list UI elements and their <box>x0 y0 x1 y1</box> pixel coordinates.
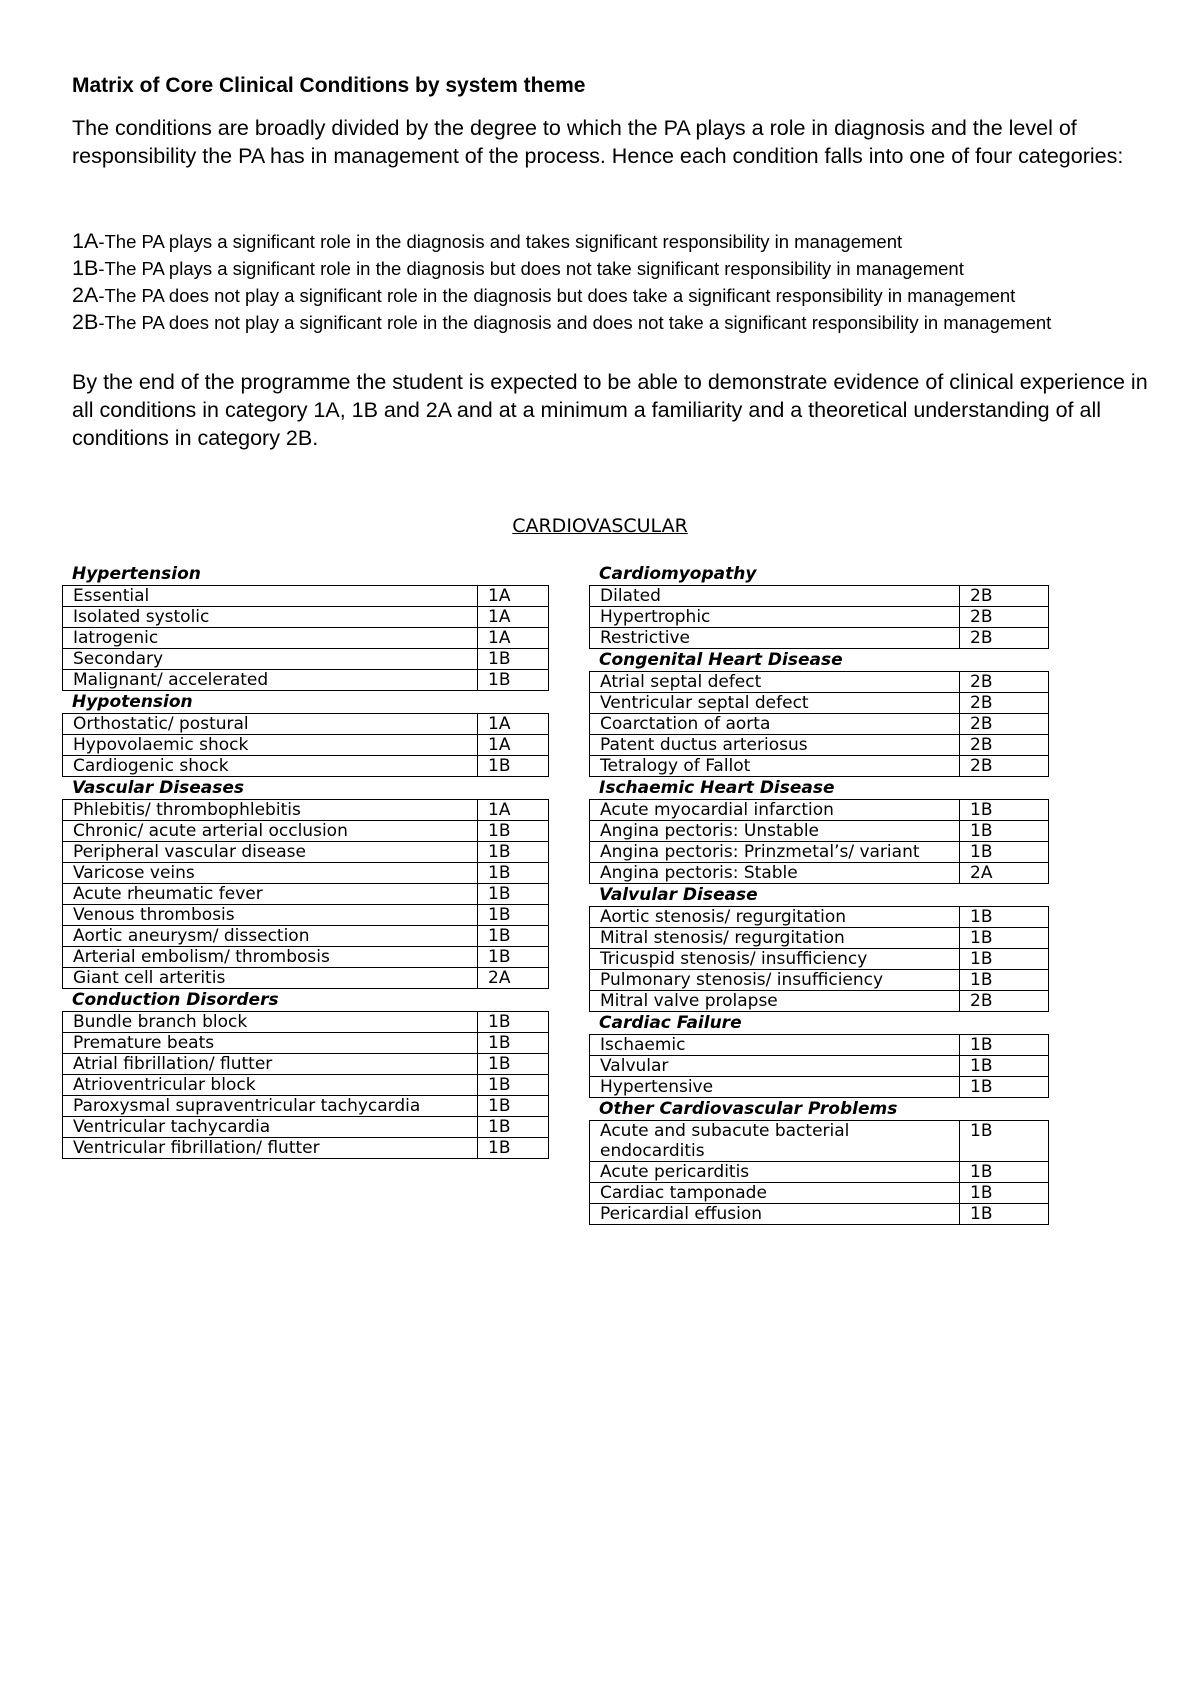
table-row <box>590 991 1049 1012</box>
condition-category: 1B <box>478 1012 549 1033</box>
condition-category: 1B <box>960 1204 1049 1225</box>
table-row <box>63 1054 549 1075</box>
condition-category: 1B <box>960 1056 1049 1077</box>
conditions-table <box>589 906 1049 1012</box>
condition-category: 1A <box>478 714 549 735</box>
condition-name: Restrictive <box>590 628 960 649</box>
condition-category: 2A <box>960 863 1049 884</box>
condition-category: 1A <box>478 800 549 821</box>
table-row <box>590 714 1049 735</box>
table-row <box>590 672 1049 693</box>
category-list <box>72 228 1182 336</box>
table-row <box>590 1035 1049 1056</box>
table-row <box>590 907 1049 928</box>
table-row <box>590 949 1049 970</box>
condition-name: Atrioventricular block <box>63 1075 478 1096</box>
condition-name: Mitral valve prolapse <box>590 991 960 1012</box>
condition-category: 1B <box>960 1035 1049 1056</box>
table-row <box>590 586 1049 607</box>
document-title: Matrix of Core Clinical Conditions by system theme <box>72 74 586 97</box>
table-row <box>590 1162 1049 1183</box>
conditions-table <box>589 1120 1049 1225</box>
condition-name: Tetralogy of Fallot <box>590 756 960 777</box>
condition-name: Atrial septal defect <box>590 672 960 693</box>
condition-name: Chronic/ acute arterial occlusion <box>63 821 478 842</box>
condition-name: Acute and subacute bacterial endocarditis <box>590 1121 960 1162</box>
table-row <box>590 1077 1049 1098</box>
table-row <box>590 928 1049 949</box>
conditions-table <box>589 585 1049 649</box>
condition-name: Paroxysmal supraventricular tachycardia <box>63 1096 478 1117</box>
table-row <box>590 970 1049 991</box>
condition-name: Patent ductus arteriosus <box>590 735 960 756</box>
conditions-column-right <box>589 563 1049 1225</box>
table-row <box>63 735 549 756</box>
table-row <box>590 1121 1049 1162</box>
group-heading-conduction-disorders: Conduction Disorders <box>72 990 279 1010</box>
condition-name: Giant cell arteritis <box>63 968 478 989</box>
condition-name: Ventricular septal defect <box>590 693 960 714</box>
table-row <box>590 628 1049 649</box>
condition-name: Malignant/ accelerated <box>63 670 478 691</box>
condition-name: Phlebitis/ thrombophlebitis <box>63 800 478 821</box>
condition-category: 2B <box>960 991 1049 1012</box>
condition-category: 1B <box>478 905 549 926</box>
condition-name: Cardiogenic shock <box>63 756 478 777</box>
condition-name: Hypovolaemic shock <box>63 735 478 756</box>
condition-category: 2B <box>960 628 1049 649</box>
condition-name: Peripheral vascular disease <box>63 842 478 863</box>
condition-name: Acute myocardial infarction <box>590 800 960 821</box>
table-row <box>590 1056 1049 1077</box>
condition-category: 1B <box>960 1121 1049 1162</box>
condition-name: Venous thrombosis <box>63 905 478 926</box>
table-row <box>63 649 549 670</box>
condition-category: 1B <box>478 863 549 884</box>
conditions-table <box>589 799 1049 884</box>
condition-name: Ventricular tachycardia <box>63 1117 478 1138</box>
table-row <box>63 714 549 735</box>
table-row <box>63 607 549 628</box>
condition-category: 1B <box>960 928 1049 949</box>
condition-name: Aortic aneurysm/ dissection <box>63 926 478 947</box>
condition-category: 2A <box>478 968 549 989</box>
condition-category: 1B <box>478 649 549 670</box>
condition-category: 1B <box>478 821 549 842</box>
condition-name: Arterial embolism/ thrombosis <box>63 947 478 968</box>
condition-category: 1B <box>960 842 1049 863</box>
conditions-table <box>589 671 1049 777</box>
condition-category: 2B <box>960 756 1049 777</box>
category-description: -The PA plays a significant role in the diagnosis but does not take significant responsibility in management <box>98 258 964 279</box>
group-heading-other-cardiovascular-problems: Other Cardiovascular Problems <box>599 1099 898 1119</box>
group-heading-valvular-disease: Valvular Disease <box>599 885 758 905</box>
condition-category: 1B <box>478 1033 549 1054</box>
condition-name: Dilated <box>590 586 960 607</box>
condition-name: Premature beats <box>63 1033 478 1054</box>
condition-category: 1B <box>478 756 549 777</box>
condition-name: Secondary <box>63 649 478 670</box>
condition-category: 1B <box>478 1075 549 1096</box>
table-row <box>63 586 549 607</box>
condition-category: 1B <box>478 1096 549 1117</box>
condition-name: Angina pectoris: Unstable <box>590 821 960 842</box>
table-row <box>590 735 1049 756</box>
condition-name: Bundle branch block <box>63 1012 478 1033</box>
category-description: -The PA does not play a significant role in the diagnosis but does take a significant responsibility in management <box>98 285 1016 306</box>
condition-name: Acute rheumatic fever <box>63 884 478 905</box>
condition-category: 1B <box>478 947 549 968</box>
category-code: 1A <box>72 229 99 253</box>
condition-category: 2B <box>960 607 1049 628</box>
table-row <box>63 863 549 884</box>
table-row <box>590 821 1049 842</box>
intro-paragraph: The conditions are broadly divided by the degree to which the PA plays a role in diagnosis and the level of responsibility the PA has in management of the process. Hence each condition falls into one of four categories: <box>72 116 1124 168</box>
table-row <box>63 968 549 989</box>
condition-name: Orthostatic/ postural <box>63 714 478 735</box>
condition-category: 1B <box>478 926 549 947</box>
condition-name: Mitral stenosis/ regurgitation <box>590 928 960 949</box>
condition-name: Hypertensive <box>590 1077 960 1098</box>
table-row <box>590 1204 1049 1225</box>
table-row <box>63 1075 549 1096</box>
condition-category: 1B <box>478 1054 549 1075</box>
condition-category: 1A <box>478 735 549 756</box>
condition-name: Hypertrophic <box>590 607 960 628</box>
condition-category: 1B <box>478 1138 549 1159</box>
conditions-table <box>62 585 549 691</box>
condition-category: 2B <box>960 693 1049 714</box>
condition-name: Ischaemic <box>590 1035 960 1056</box>
group-heading-cardiomyopathy: Cardiomyopathy <box>599 564 757 584</box>
group-heading-hypotension: Hypotension <box>72 692 193 712</box>
condition-name: Angina pectoris: Prinzmetal’s/ variant <box>590 842 960 863</box>
condition-category: 1A <box>478 607 549 628</box>
table-row <box>63 842 549 863</box>
table-row <box>590 1183 1049 1204</box>
condition-category: 2B <box>960 714 1049 735</box>
table-row <box>590 800 1049 821</box>
condition-name: Varicose veins <box>63 863 478 884</box>
condition-name: Angina pectoris: Stable <box>590 863 960 884</box>
table-row <box>590 756 1049 777</box>
table-row <box>590 842 1049 863</box>
condition-category: 1B <box>478 842 549 863</box>
condition-name: Tricuspid stenosis/ insufficiency <box>590 949 960 970</box>
table-row <box>63 905 549 926</box>
condition-name: Isolated systolic <box>63 607 478 628</box>
condition-category: 1B <box>478 670 549 691</box>
condition-name: Cardiac tamponade <box>590 1183 960 1204</box>
category-item <box>72 228 1182 255</box>
group-heading-ischaemic-heart-disease: Ischaemic Heart Disease <box>599 778 835 798</box>
table-row <box>63 1138 549 1159</box>
table-row <box>590 863 1049 884</box>
group-heading-vascular-diseases: Vascular Diseases <box>72 778 245 798</box>
condition-name: Iatrogenic <box>63 628 478 649</box>
group-heading-congenital-heart-disease: Congenital Heart Disease <box>599 650 843 670</box>
condition-name: Acute pericarditis <box>590 1162 960 1183</box>
condition-category: 1B <box>960 970 1049 991</box>
table-row <box>63 884 549 905</box>
condition-category: 2B <box>960 672 1049 693</box>
section-title: CARDIOVASCULAR <box>512 515 688 537</box>
condition-category: 2B <box>960 586 1049 607</box>
closing-paragraph: By the end of the programme the student is expected to be able to demonstrate evidence of clinical experience in all conditions in category 1A, 1B and 2A and at a minimum a familiarity and a theoretical understanding of all conditions in category 2B. <box>72 370 1148 450</box>
condition-name: Pulmonary stenosis/ insufficiency <box>590 970 960 991</box>
condition-name: Coarctation of aorta <box>590 714 960 735</box>
condition-name: Atrial fibrillation/ flutter <box>63 1054 478 1075</box>
category-item <box>72 255 1182 282</box>
table-row <box>63 1117 549 1138</box>
group-heading-cardiac-failure: Cardiac Failure <box>599 1013 742 1033</box>
condition-category: 1A <box>478 586 549 607</box>
condition-name: Pericardial effusion <box>590 1204 960 1225</box>
table-row <box>63 926 549 947</box>
condition-category: 2B <box>960 735 1049 756</box>
category-code: 1B <box>72 256 99 280</box>
condition-category: 1A <box>478 628 549 649</box>
category-description: -The PA does not play a significant role in the diagnosis and does not take a significant responsibility in management <box>98 312 1052 333</box>
condition-category: 1B <box>478 1117 549 1138</box>
conditions-table <box>589 1034 1049 1098</box>
condition-category: 1B <box>960 1183 1049 1204</box>
condition-name: Valvular <box>590 1056 960 1077</box>
table-row <box>63 1096 549 1117</box>
condition-name: Ventricular fibrillation/ flutter <box>63 1138 478 1159</box>
condition-category: 1B <box>960 821 1049 842</box>
table-row <box>63 756 549 777</box>
condition-category: 1B <box>960 949 1049 970</box>
condition-category: 1B <box>478 884 549 905</box>
condition-category: 1B <box>960 1162 1049 1183</box>
table-row <box>63 670 549 691</box>
table-row <box>590 693 1049 714</box>
conditions-table <box>62 713 549 777</box>
condition-category: 1B <box>960 907 1049 928</box>
table-row <box>63 1012 549 1033</box>
conditions-table <box>62 799 549 989</box>
category-code: 2B <box>72 310 99 334</box>
category-item <box>72 282 1182 309</box>
table-row <box>63 628 549 649</box>
table-row <box>63 821 549 842</box>
table-row <box>63 947 549 968</box>
table-row <box>63 1033 549 1054</box>
table-row <box>63 800 549 821</box>
conditions-table <box>62 1011 549 1159</box>
condition-name: Aortic stenosis/ regurgitation <box>590 907 960 928</box>
condition-category: 1B <box>960 1077 1049 1098</box>
condition-category: 1B <box>960 800 1049 821</box>
category-description: -The PA plays a significant role in the diagnosis and takes significant responsibility in management <box>98 231 903 252</box>
table-row <box>590 607 1049 628</box>
group-heading-hypertension: Hypertension <box>72 564 201 584</box>
category-code: 2A <box>72 283 99 307</box>
category-item <box>72 309 1182 336</box>
conditions-column-left <box>62 563 549 1159</box>
condition-name: Essential <box>63 586 478 607</box>
